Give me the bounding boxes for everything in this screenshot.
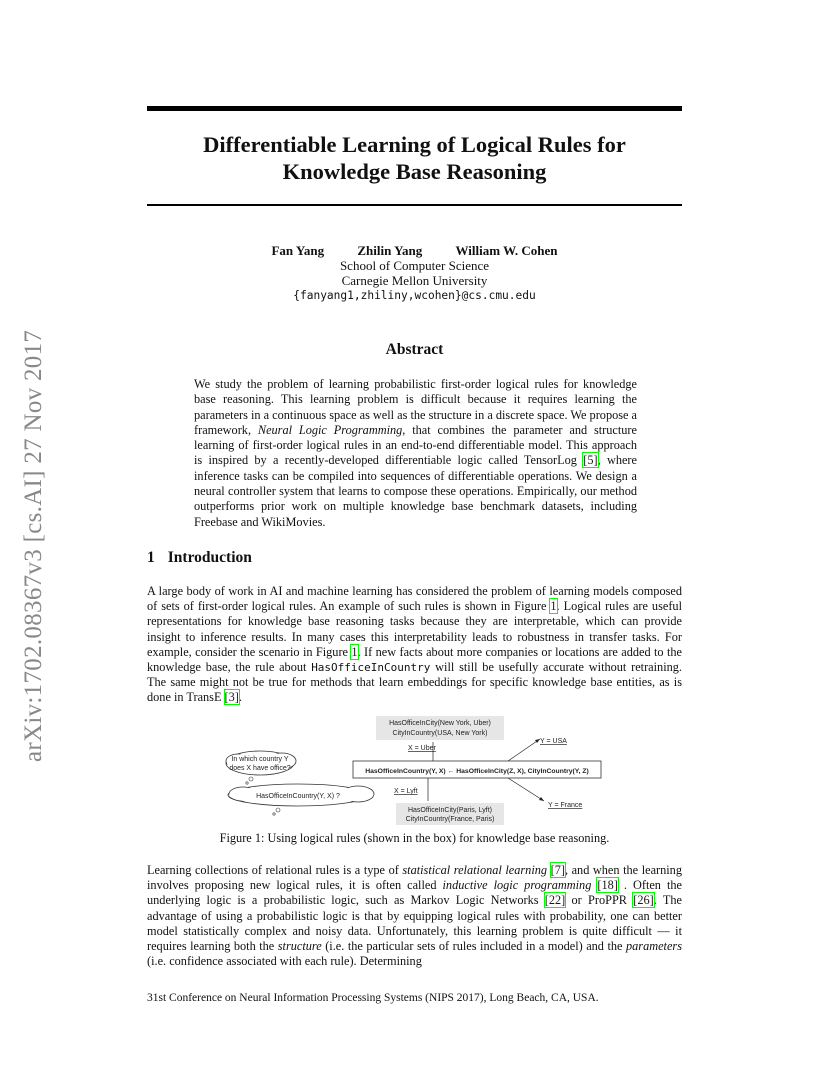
body-text: (i.e. confidence associated with each rule). Determining xyxy=(147,954,422,969)
question-line-1: In which country Y xyxy=(231,756,289,763)
abstract-text: We study the problem of learning probabilistic first-order logical rules for knowledge base reasoning. This learning problem is difficult because it requires learning the parameters in a continuous space as well as the structure in a discrete space. We propose a framework, xyxy=(194,377,638,437)
abstract-text: , where inference tasks can be compiled into sequences of differentiable operations. We design a neural controller system that learns to compose these operations. Empirically, our method outperforms prior work on multiple knowledge base benchmark datasets, including Freebase and WikiMovies. xyxy=(194,453,637,529)
body-text: . If new facts about more companies or locations are added to the knowledge base, the rule about xyxy=(147,644,682,675)
emphasis: parameters xyxy=(625,939,682,954)
citation-link[interactable]: [26] xyxy=(633,893,654,908)
arrow-france xyxy=(508,778,544,801)
author-name: Zhilin Yang xyxy=(357,243,423,258)
citation-link[interactable]: [7] xyxy=(550,863,565,877)
title-top-rule xyxy=(147,106,682,111)
abstract-body xyxy=(194,377,637,530)
citation-link[interactable]: [3] xyxy=(224,690,239,705)
body-text: , and when the learning involves proposing new logical rules, it is often called xyxy=(147,863,682,893)
binding-x-lyft: X = Lyft xyxy=(394,788,418,795)
inline-code: HasOfficeInCountry xyxy=(311,661,431,675)
title-bottom-rule xyxy=(147,204,682,206)
body-text: . The advantage of using a probabilistic logic is that by equipping logical rules with probability, one can better model statistically complex and noisy data. Unfortunately, this learning problem is quite difficult — it requires learning both the xyxy=(147,893,682,954)
top-fact-1: HasOfficeInCity(New York, Uber) xyxy=(389,720,491,727)
author-name: Fan Yang xyxy=(271,243,325,258)
author-name: William W. Cohen xyxy=(455,243,558,258)
author-list xyxy=(147,243,682,259)
question-line-2: does X have office? xyxy=(229,765,291,772)
body-text: or ProPPR xyxy=(565,893,634,908)
section-heading xyxy=(147,549,252,567)
title-line-2: Knowledge Base Reasoning xyxy=(282,159,547,184)
body-text: will still be usefully accurate without retraining. The same might not be true for methods that learn embeddings for specific knowledge base entities, as is done in TransE xyxy=(147,660,682,705)
binding-x-uber: X = Uber xyxy=(408,745,436,752)
body-text: . Often the underlying logic is a probabilistic logic, such as Markov Logic Networks xyxy=(147,878,682,908)
figure-caption: Figure 1: Using logical rules (shown in the box) for knowledge base reasoning. xyxy=(219,831,610,845)
intro-paragraph-2 xyxy=(147,863,682,969)
citation-link[interactable]: [22] xyxy=(544,893,566,908)
arrowhead-france xyxy=(539,797,544,801)
body-text: . Logical rules are useful representations for knowledge base reasoning tasks because they are interpretable, which can provide insight to inference results. In many cases this interpretability leads to robustness in transfer tasks. For example, consider the scenario in Figure xyxy=(147,599,682,659)
affiliation-university: Carnegie Mellon University xyxy=(341,273,488,288)
section-number: 1 xyxy=(147,549,155,566)
figure-ref-link[interactable]: 1 xyxy=(351,644,358,659)
emphasis: statistical relational learning xyxy=(402,863,548,877)
bottom-fact-2: CityInCountry(France, Paris) xyxy=(405,816,495,823)
emphasis: structure xyxy=(277,939,322,954)
arxiv-stamp: arXiv:1702.08367v3 [cs.AI] 27 Nov 2017 xyxy=(20,329,47,762)
author-emails: {fanyang1,zhiliny,wcohen}@cs.cmu.edu xyxy=(293,289,536,302)
abstract-text: , that combines the parameter and structure learning of first-order logical rules in an end-to-end differentiable model. This approach is inspired by a recently-developed differentiable logic called TensorLog xyxy=(194,422,637,468)
abstract-heading: Abstract xyxy=(385,341,444,358)
top-fact-2: CityInCountry(USA, New York) xyxy=(392,730,488,737)
bottom-fact-1: HasOfficeInCity(Paris, Lyft) xyxy=(407,807,493,814)
citation-link[interactable]: [5] xyxy=(583,453,598,468)
figure-1-diagram xyxy=(218,715,618,827)
abstract-emphasis: Neural Logic Programming xyxy=(257,422,403,437)
logical-rule: HasOfficeInCountry(Y, X) ← HasOfficeInCity(Z, X), CityInCountry(Y, Z) xyxy=(365,768,589,775)
body-text: (i.e. the particular sets of rules included in a model) and the xyxy=(321,939,626,954)
conference-footnote: 31st Conference on Neural Information Processing Systems (NIPS 2017), Long Beach, CA, USA. xyxy=(147,992,599,1004)
intro-paragraph-1 xyxy=(147,584,682,706)
title-line-1: Differentiable Learning of Logical Rules for xyxy=(203,132,626,157)
figure-ref-link[interactable]: 1 xyxy=(550,599,557,614)
affiliation xyxy=(147,258,682,303)
citation-link[interactable]: [18] xyxy=(597,878,618,893)
query-text: HasOfficeInCountry(Y, X) ? xyxy=(256,793,340,800)
body-text: Learning collections of relational rules is a type of xyxy=(147,863,403,877)
section-title: Introduction xyxy=(167,549,252,566)
body-text: . xyxy=(238,690,242,705)
affiliation-school: School of Computer Science xyxy=(339,258,490,273)
emphasis: inductive logic programming xyxy=(442,878,592,893)
binding-y-france: Y = France xyxy=(548,802,583,809)
body-text: A large body of work in AI and machine learning has considered the problem of learning models composed of sets of first-order logical rules. An example of such rules is shown in Figure xyxy=(147,584,682,614)
arrow-usa xyxy=(508,739,540,761)
paper-title xyxy=(147,131,682,185)
binding-y-usa: Y = USA xyxy=(540,738,567,745)
